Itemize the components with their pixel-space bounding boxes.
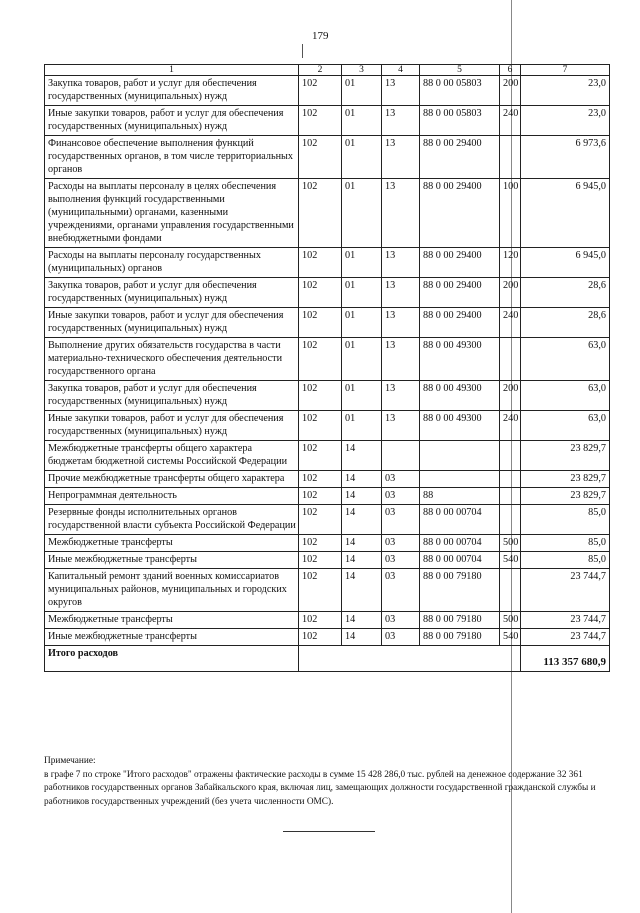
cell-admin-code: 102 — [299, 106, 342, 136]
cell-target-article: 88 0 00 29400 — [420, 136, 500, 179]
cell-admin-code: 102 — [299, 179, 342, 248]
cell-expense-type: 200 — [500, 381, 521, 411]
cell-subsection: 13 — [382, 381, 420, 411]
cell-target-article: 88 0 00 29400 — [420, 308, 500, 338]
cell-subsection: 13 — [382, 308, 420, 338]
cell-expense-type — [500, 441, 521, 471]
note-text: в графе 7 по строке "Итого расходов" отражены фактические расходы в сумме 15 428 286,0 тыс. рублей на денежное содержание 32 361 работников государственных органов Забайкальского края, включая лиц, замещающих должности государственной гражданской службы и работников государственных учреждений (без учета численности ОМС). — [44, 769, 596, 807]
cell-amount: 85,0 — [521, 535, 610, 552]
cell-amount: 63,0 — [521, 411, 610, 441]
cell-subsection: 03 — [382, 505, 420, 535]
cell-section: 01 — [342, 248, 382, 278]
closing-rule — [283, 831, 375, 832]
cell-target-article — [420, 471, 500, 488]
cell-amount: 23 829,7 — [521, 471, 610, 488]
cell-expense-type — [500, 505, 521, 535]
cell-admin-code: 102 — [299, 612, 342, 629]
cell-admin-code: 102 — [299, 629, 342, 646]
header-cell: 6 — [500, 65, 521, 76]
cell-target-article: 88 0 00 05803 — [420, 76, 500, 106]
total-value: 113 357 680,9 — [521, 646, 610, 672]
cell-section: 01 — [342, 278, 382, 308]
cell-amount: 6 973,6 — [521, 136, 610, 179]
cell-subsection — [382, 441, 420, 471]
cell-expense-type: 240 — [500, 106, 521, 136]
cell-subsection: 03 — [382, 629, 420, 646]
cell-section: 14 — [342, 488, 382, 505]
footnote — [44, 755, 614, 809]
cell-name: Межбюджетные трансферты общего характера бюджетам бюджетной системы Российской Федерации — [45, 441, 299, 471]
cell-admin-code: 102 — [299, 338, 342, 381]
cell-subsection: 13 — [382, 136, 420, 179]
cell-name: Межбюджетные трансферты — [45, 535, 299, 552]
table-row — [45, 535, 610, 552]
cell-expense-type: 540 — [500, 552, 521, 569]
total-row — [45, 646, 610, 672]
cell-target-article: 88 0 00 49300 — [420, 338, 500, 381]
cell-section: 14 — [342, 471, 382, 488]
cell-subsection: 13 — [382, 248, 420, 278]
table-row — [45, 308, 610, 338]
cell-amount: 23 744,7 — [521, 629, 610, 646]
cell-section: 01 — [342, 179, 382, 248]
cell-name: Иные закупки товаров, работ и услуг для обеспечения государственных (муниципальных) нужд — [45, 411, 299, 441]
cell-target-article: 88 0 00 79180 — [420, 612, 500, 629]
cell-target-article: 88 0 00 29400 — [420, 248, 500, 278]
header-cell: 2 — [299, 65, 342, 76]
table-row — [45, 278, 610, 308]
cell-admin-code: 102 — [299, 308, 342, 338]
table-row — [45, 569, 610, 612]
note-heading: Примечание: — [44, 756, 96, 766]
total-label: Итого расходов — [45, 646, 299, 672]
cell-amount: 28,6 — [521, 278, 610, 308]
cell-name: Закупка товаров, работ и услуг для обеспечения государственных (муниципальных) нужд — [45, 278, 299, 308]
table-row — [45, 106, 610, 136]
header-cell: 4 — [382, 65, 420, 76]
cell-expense-type: 540 — [500, 629, 521, 646]
cell-name: Иные межбюджетные трансферты — [45, 629, 299, 646]
cell-subsection: 13 — [382, 411, 420, 441]
cell-admin-code: 102 — [299, 441, 342, 471]
cell-name: Расходы на выплаты персоналу в целях обеспечения выполнения функций государственными (муниципальными) органами, казенными учреждениями, органами управления государственными внебюджетными фондами — [45, 179, 299, 248]
cell-section: 14 — [342, 569, 382, 612]
cell-admin-code: 102 — [299, 505, 342, 535]
table-row — [45, 136, 610, 179]
cell-expense-type: 240 — [500, 308, 521, 338]
cell-name: Финансовое обеспечение выполнения функций государственных органов, в том числе территориальных органов — [45, 136, 299, 179]
table-row — [45, 629, 610, 646]
cell-amount: 23 829,7 — [521, 441, 610, 471]
table-row — [45, 612, 610, 629]
cell-expense-type: 200 — [500, 278, 521, 308]
cell-section: 01 — [342, 106, 382, 136]
cell-amount: 23,0 — [521, 76, 610, 106]
cell-subsection: 13 — [382, 338, 420, 381]
cell-section: 01 — [342, 308, 382, 338]
cell-subsection: 03 — [382, 612, 420, 629]
header-cell: 1 — [45, 65, 299, 76]
table-row — [45, 248, 610, 278]
cell-section: 01 — [342, 338, 382, 381]
cell-name: Непрограммная деятельность — [45, 488, 299, 505]
cell-expense-type: 240 — [500, 411, 521, 441]
table-row — [45, 441, 610, 471]
cell-admin-code: 102 — [299, 136, 342, 179]
cell-expense-type — [500, 136, 521, 179]
cell-subsection: 03 — [382, 488, 420, 505]
cell-target-article — [420, 441, 500, 471]
cell-name: Иные закупки товаров, работ и услуг для обеспечения государственных (муниципальных) нужд — [45, 106, 299, 136]
cell-section: 14 — [342, 535, 382, 552]
cell-expense-type — [500, 471, 521, 488]
cell-target-article: 88 — [420, 488, 500, 505]
cell-target-article: 88 0 00 05803 — [420, 106, 500, 136]
scan-mark — [302, 44, 303, 58]
cell-amount: 23 829,7 — [521, 488, 610, 505]
cell-target-article: 88 0 00 79180 — [420, 569, 500, 612]
cell-expense-type — [500, 569, 521, 612]
cell-admin-code: 102 — [299, 76, 342, 106]
cell-section: 14 — [342, 629, 382, 646]
cell-target-article: 88 0 00 29400 — [420, 179, 500, 248]
cell-admin-code: 102 — [299, 488, 342, 505]
cell-amount: 85,0 — [521, 552, 610, 569]
cell-expense-type: 100 — [500, 179, 521, 248]
cell-expense-type: 200 — [500, 76, 521, 106]
table-row — [45, 179, 610, 248]
cell-section: 01 — [342, 76, 382, 106]
cell-section: 01 — [342, 136, 382, 179]
cell-target-article: 88 0 00 49300 — [420, 381, 500, 411]
header-cell: 7 — [521, 65, 610, 76]
table-row — [45, 471, 610, 488]
cell-target-article: 88 0 00 00704 — [420, 535, 500, 552]
cell-expense-type — [500, 488, 521, 505]
cell-amount: 6 945,0 — [521, 248, 610, 278]
cell-admin-code: 102 — [299, 411, 342, 441]
table-row — [45, 381, 610, 411]
cell-target-article: 88 0 00 49300 — [420, 411, 500, 441]
cell-section: 14 — [342, 505, 382, 535]
cell-subsection: 03 — [382, 552, 420, 569]
cell-amount: 23,0 — [521, 106, 610, 136]
cell-amount: 85,0 — [521, 505, 610, 535]
cell-admin-code: 102 — [299, 248, 342, 278]
cell-name: Иные закупки товаров, работ и услуг для обеспечения государственных (муниципальных) нужд — [45, 308, 299, 338]
cell-expense-type: 500 — [500, 612, 521, 629]
cell-admin-code: 102 — [299, 569, 342, 612]
cell-amount: 28,6 — [521, 308, 610, 338]
header-cell: 3 — [342, 65, 382, 76]
expenses-table — [44, 64, 610, 672]
table-row — [45, 552, 610, 569]
column-number-row — [45, 65, 610, 76]
table-row — [45, 411, 610, 441]
cell-amount: 23 744,7 — [521, 569, 610, 612]
table-row — [45, 76, 610, 106]
cell-subsection: 03 — [382, 471, 420, 488]
cell-admin-code: 102 — [299, 278, 342, 308]
cell-amount: 23 744,7 — [521, 612, 610, 629]
cell-section: 14 — [342, 612, 382, 629]
cell-target-article: 88 0 00 79180 — [420, 629, 500, 646]
cell-expense-type: 120 — [500, 248, 521, 278]
cell-subsection: 13 — [382, 278, 420, 308]
cell-admin-code: 102 — [299, 535, 342, 552]
cell-admin-code: 102 — [299, 471, 342, 488]
cell-amount: 6 945,0 — [521, 179, 610, 248]
cell-subsection: 03 — [382, 569, 420, 612]
table-row — [45, 338, 610, 381]
cell-target-article: 88 0 00 00704 — [420, 505, 500, 535]
table-row — [45, 488, 610, 505]
total-empty — [299, 646, 521, 672]
header-cell: 5 — [420, 65, 500, 76]
cell-name: Межбюджетные трансферты — [45, 612, 299, 629]
cell-name: Закупка товаров, работ и услуг для обеспечения государственных (муниципальных) нужд — [45, 76, 299, 106]
cell-name: Капитальный ремонт зданий военных комиссариатов муниципальных районов, муниципальных и городских округов — [45, 569, 299, 612]
cell-amount: 63,0 — [521, 338, 610, 381]
cell-name: Расходы на выплаты персоналу государственных (муниципальных) органов — [45, 248, 299, 278]
cell-target-article: 88 0 00 00704 — [420, 552, 500, 569]
cell-section: 01 — [342, 381, 382, 411]
cell-admin-code: 102 — [299, 552, 342, 569]
cell-name: Прочие межбюджетные трансферты общего характера — [45, 471, 299, 488]
cell-section: 14 — [342, 441, 382, 471]
cell-subsection: 13 — [382, 106, 420, 136]
cell-target-article: 88 0 00 29400 — [420, 278, 500, 308]
cell-name: Выполнение других обязательств государства в части материально-технического обеспечения деятельности государственного органа — [45, 338, 299, 381]
cell-section: 01 — [342, 411, 382, 441]
cell-name: Закупка товаров, работ и услуг для обеспечения государственных (муниципальных) нужд — [45, 381, 299, 411]
cell-section: 14 — [342, 552, 382, 569]
cell-amount: 63,0 — [521, 381, 610, 411]
cell-subsection: 13 — [382, 179, 420, 248]
cell-name: Иные межбюджетные трансферты — [45, 552, 299, 569]
cell-expense-type — [500, 338, 521, 381]
cell-subsection: 13 — [382, 76, 420, 106]
cell-name: Резервные фонды исполнительных органов государственной власти субъекта Российской Федерации — [45, 505, 299, 535]
cell-subsection: 03 — [382, 535, 420, 552]
cell-admin-code: 102 — [299, 381, 342, 411]
cell-expense-type: 500 — [500, 535, 521, 552]
page-number: 179 — [312, 30, 329, 42]
table-row — [45, 505, 610, 535]
